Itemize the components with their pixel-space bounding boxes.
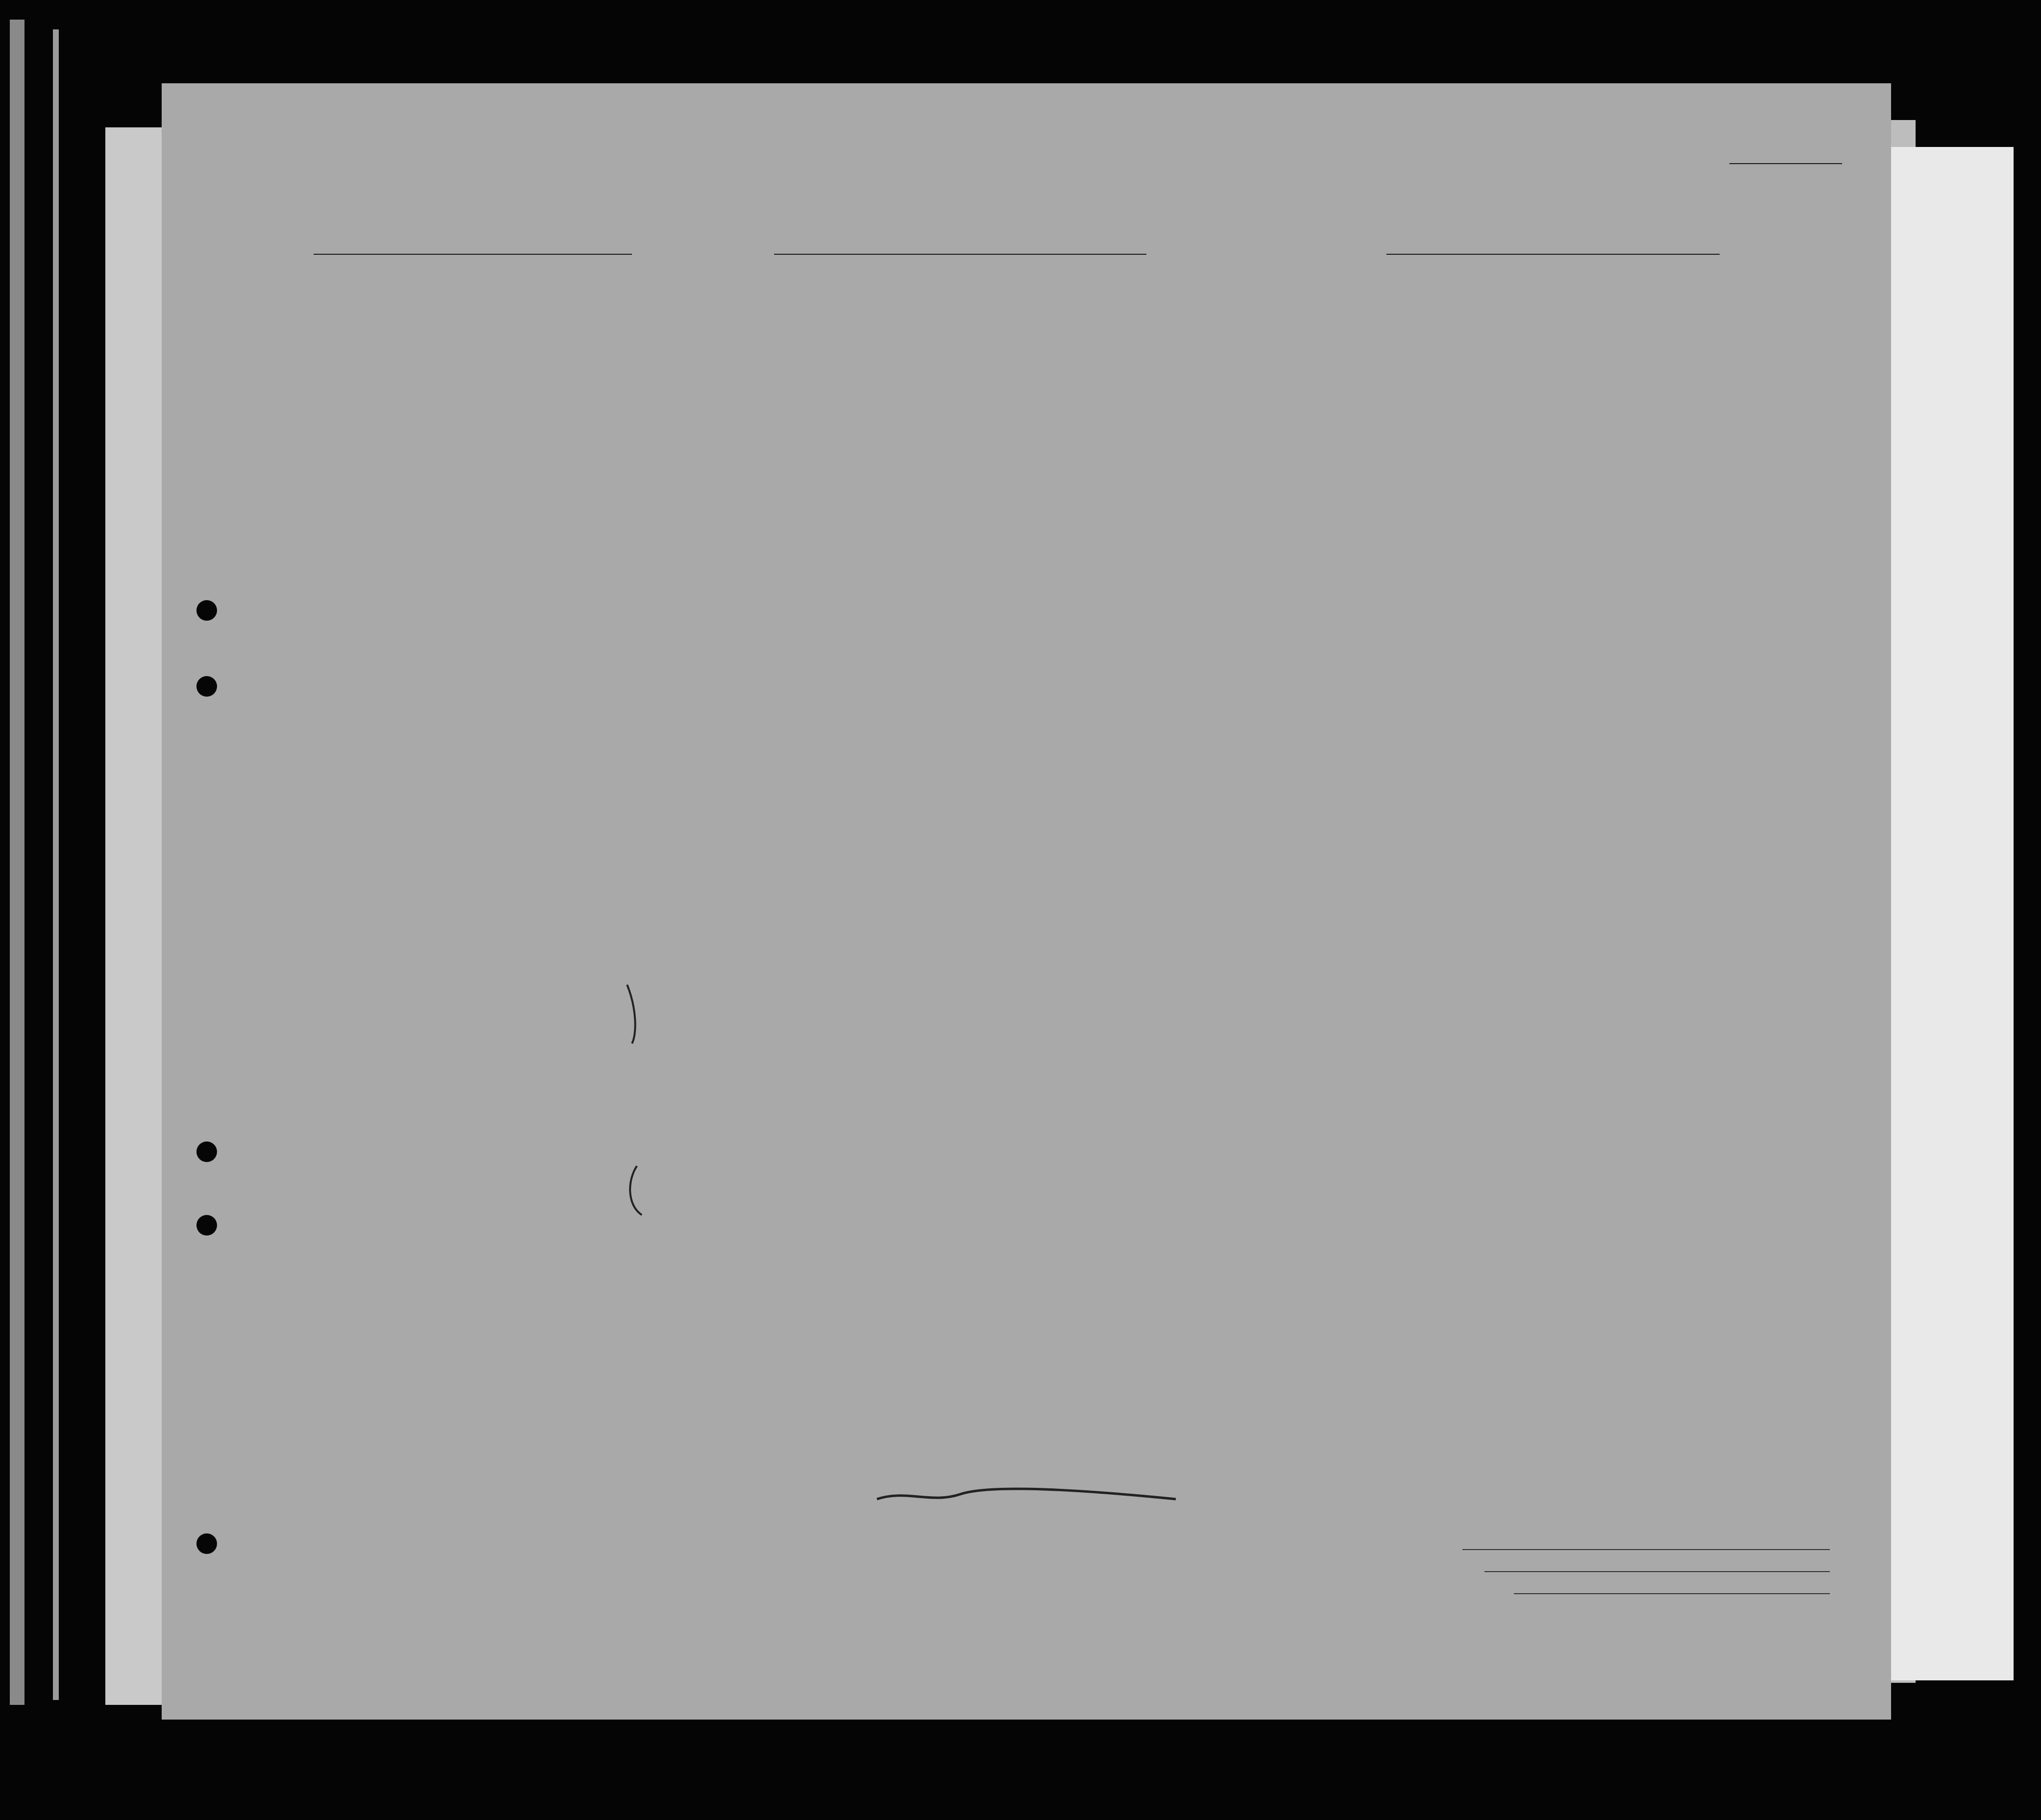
footer-line-rule bbox=[1462, 1549, 1830, 1550]
footer-owners-rule bbox=[1484, 1571, 1830, 1572]
footer-agents-rule bbox=[1514, 1593, 1830, 1594]
